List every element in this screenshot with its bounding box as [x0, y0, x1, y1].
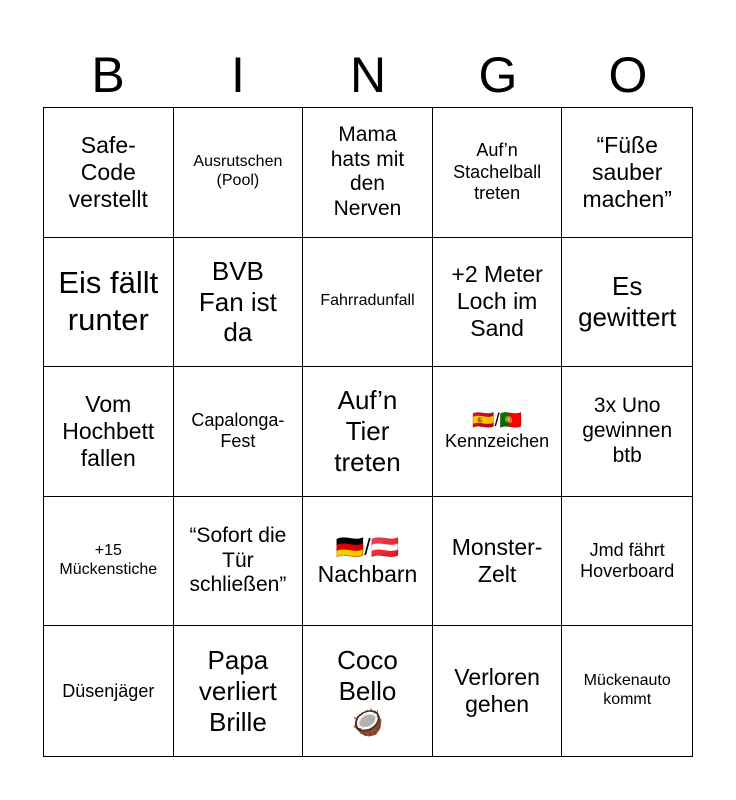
- bingo-cell[interactable]: Jmd fährt Hoverboard: [562, 497, 692, 627]
- bingo-cell[interactable]: Auf’n Stachelball treten: [433, 108, 563, 238]
- bingo-cell[interactable]: Papa verliert Brille: [174, 626, 304, 756]
- bingo-cell[interactable]: Capalonga- Fest: [174, 367, 304, 497]
- bingo-header: [43, 44, 693, 106]
- bingo-cell[interactable]: Es gewittert: [562, 238, 692, 368]
- bingo-cell[interactable]: 3x Uno gewinnen btb: [562, 367, 692, 497]
- bingo-cell[interactable]: Ausrutschen (Pool): [174, 108, 304, 238]
- bingo-cell[interactable]: 🇩🇪/🇦🇹 Nachbarn: [303, 497, 433, 627]
- header-letter-i: I: [231, 47, 245, 103]
- bingo-cell[interactable]: 🇪🇸/🇵🇹 Kennzeichen: [433, 367, 563, 497]
- header-letter-g: G: [478, 47, 518, 103]
- bingo-cell[interactable]: “Sofort die Tür schließen”: [174, 497, 304, 627]
- bingo-cell[interactable]: Auf’n Tier treten: [303, 367, 433, 497]
- bingo-cell[interactable]: Verloren gehen: [433, 626, 563, 756]
- bingo-cell[interactable]: Monster- Zelt: [433, 497, 563, 627]
- bingo-cell[interactable]: +2 Meter Loch im Sand: [433, 238, 563, 368]
- bingo-cell[interactable]: Safe- Code verstellt: [44, 108, 174, 238]
- bingo-cell[interactable]: Düsenjäger: [44, 626, 174, 756]
- bingo-cell[interactable]: BVB Fan ist da: [174, 238, 304, 368]
- bingo-cell[interactable]: +15 Mückenstiche: [44, 497, 174, 627]
- bingo-cell[interactable]: Eis fällt runter: [44, 238, 174, 368]
- header-letter-b: B: [91, 47, 125, 103]
- header-letter-o: O: [608, 47, 648, 103]
- bingo-cell[interactable]: Vom Hochbett fallen: [44, 367, 174, 497]
- bingo-cell[interactable]: “Füße sauber machen”: [562, 108, 692, 238]
- bingo-cell[interactable]: Mückenauto kommt: [583, 672, 671, 709]
- bingo-cell[interactable]: Coco Bello 🥥: [303, 626, 433, 756]
- bingo-grid: [43, 107, 693, 757]
- header-letter-n: N: [349, 47, 387, 103]
- bingo-cell[interactable]: Mama hats mit den Nerven: [303, 108, 433, 238]
- bingo-cell[interactable]: Fahrradunfall: [303, 238, 433, 368]
